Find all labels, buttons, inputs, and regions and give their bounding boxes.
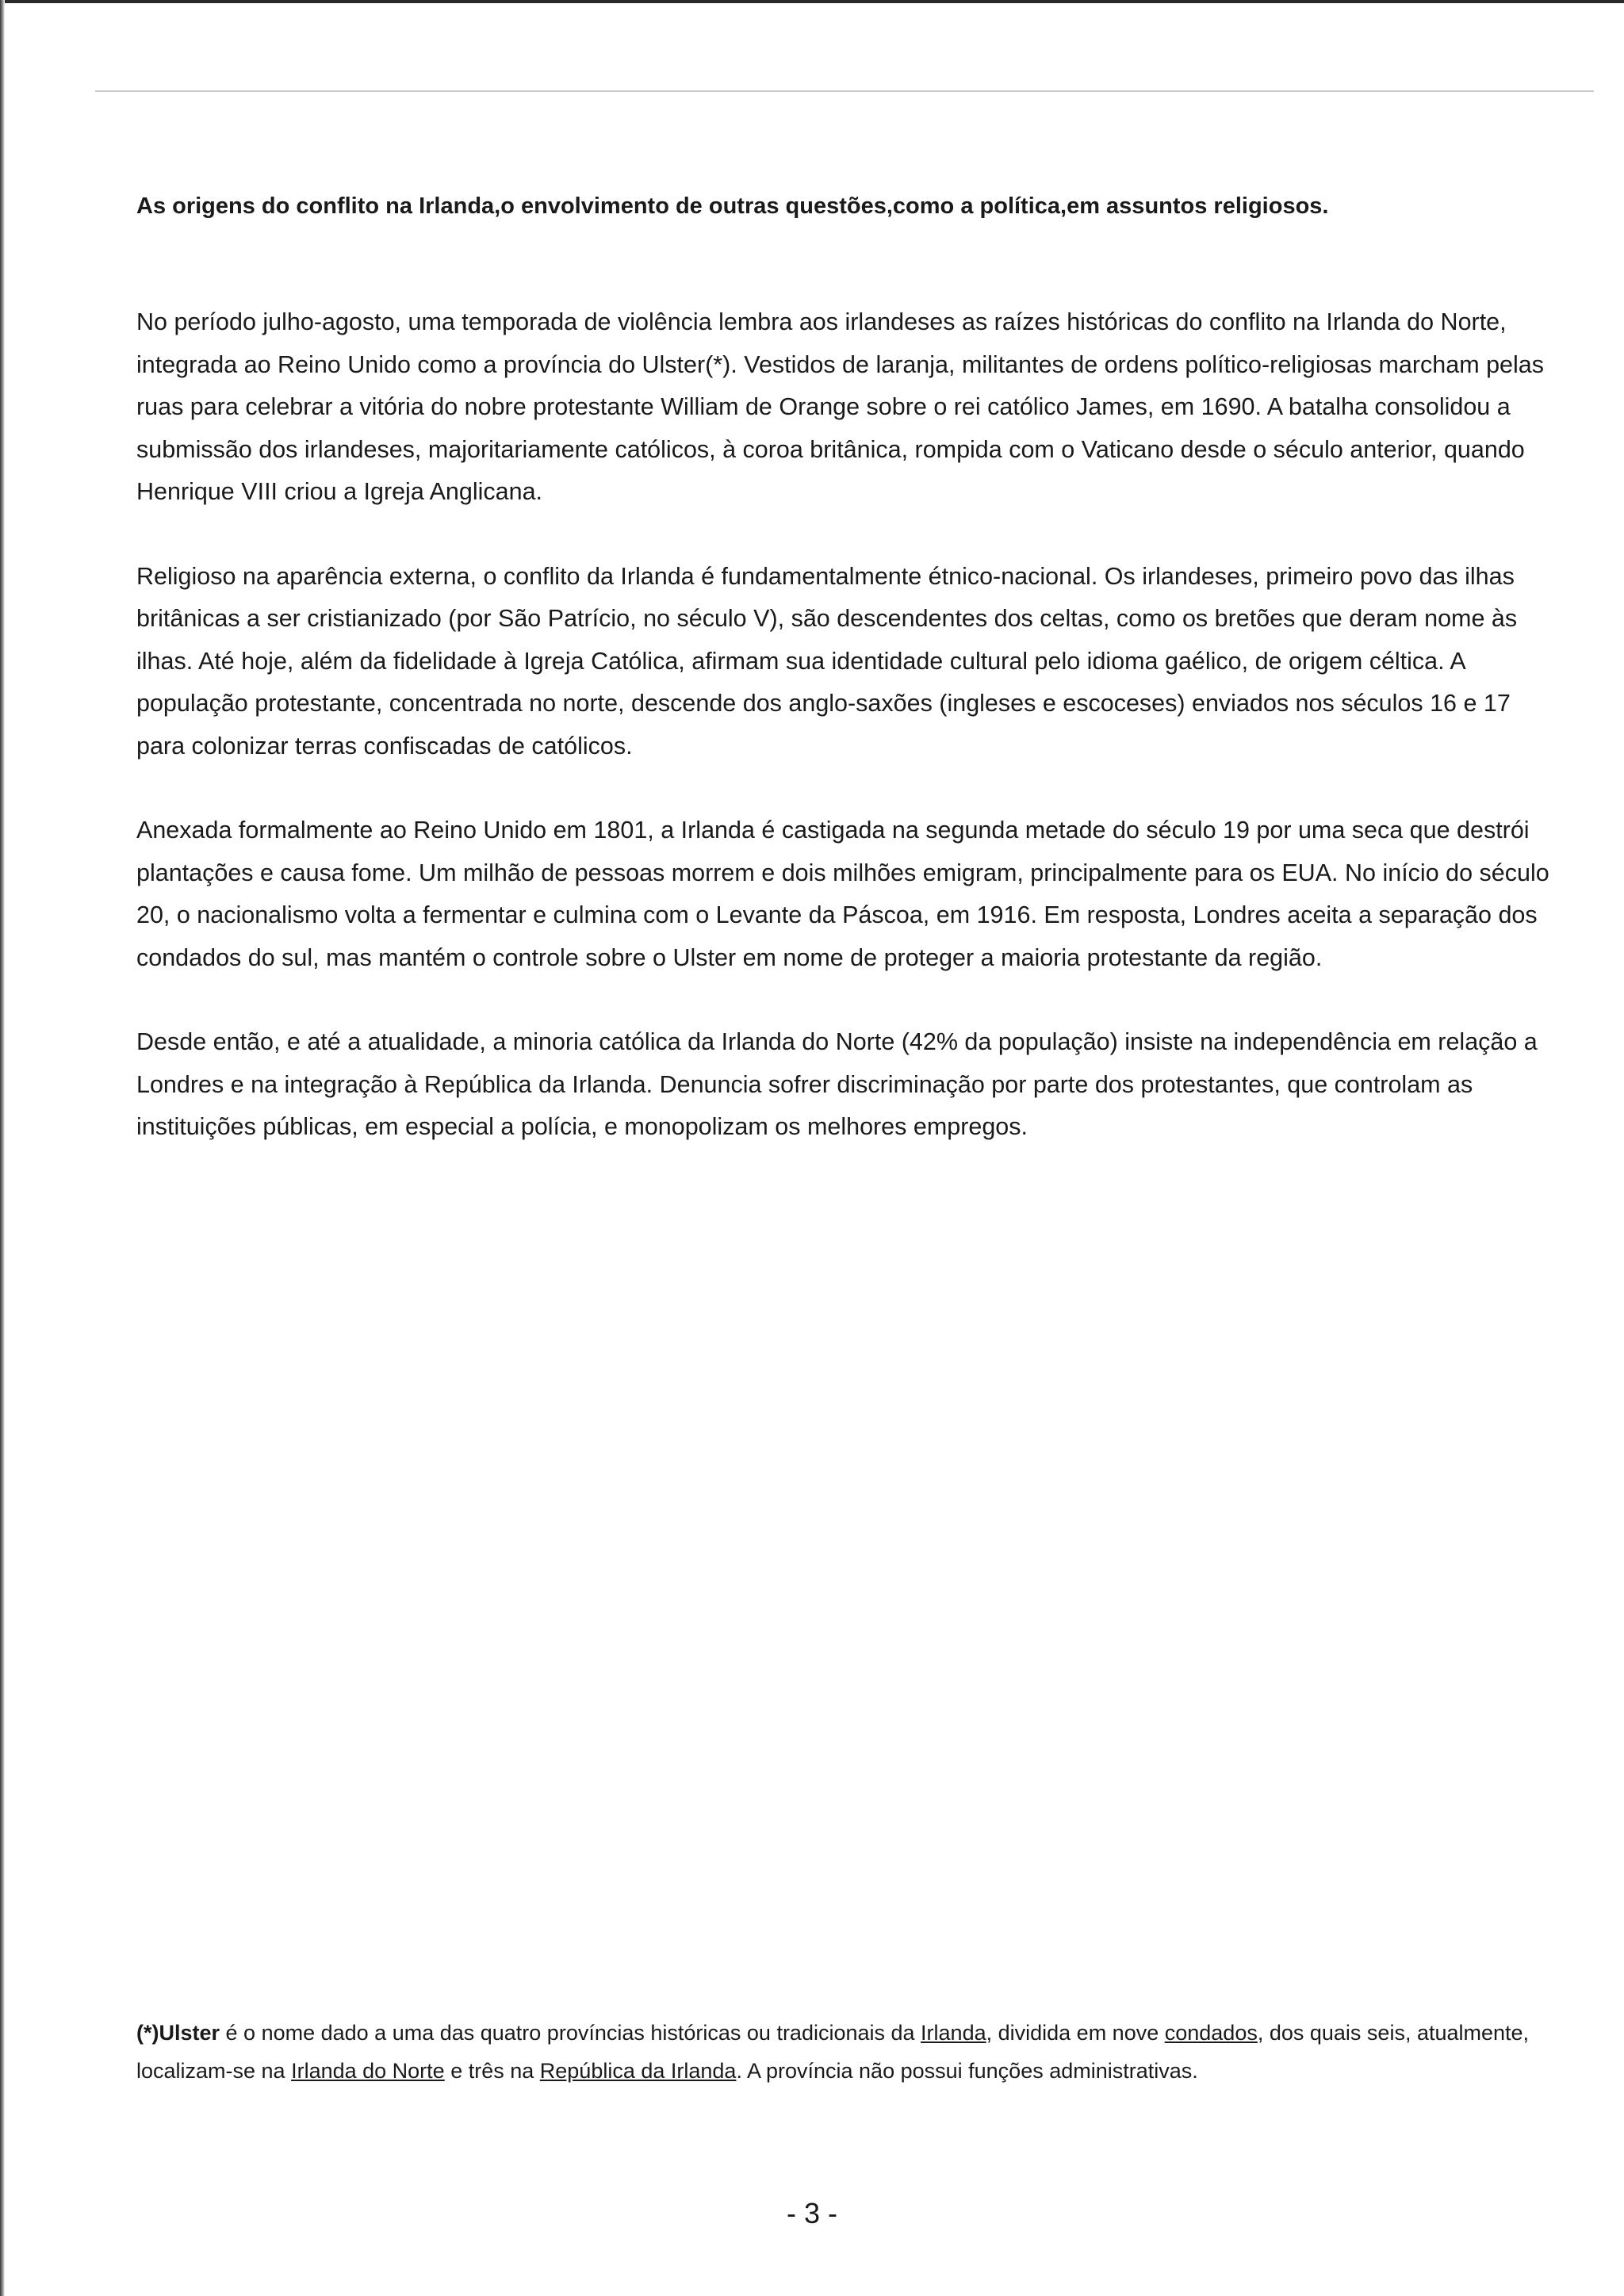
footnote-text: , dos quais seis, atualmente, localizam-se na xyxy=(136,2021,1530,2083)
document-body xyxy=(136,301,1556,1191)
footnote-text: e três na xyxy=(444,2059,540,2083)
footnote-text: , dividida em nove xyxy=(986,2021,1165,2045)
header-rule xyxy=(95,90,1594,92)
footnote-term: (*)Ulster xyxy=(136,2021,220,2045)
scan-edge-left xyxy=(0,0,5,2296)
footnote xyxy=(136,2014,1564,2090)
paragraph-2: Religioso na aparência externa, o conflito da Irlanda é fundamentalmente étnico-nacional. Os irlandeses, primeiro povo das ilhas britânicas a ser cristianizado (por São Patrício, no século V), são descendentes dos celtas, como os bretões que deram nome às ilhas. Até hoje, além da fidelidade à Igreja Católica, afirmam sua identidade cultural pelo idioma gaélico, de origem céltica. A população protestante, concentrada no norte, descende dos anglo-saxões (ingleses e escoceses) enviados nos séculos 16 e 17 para colonizar terras confiscadas de católicos. xyxy=(136,562,1518,760)
footnote-link-irlanda[interactable]: Irlanda xyxy=(921,2021,986,2045)
footnote-link-condados[interactable]: condados xyxy=(1164,2021,1258,2045)
paragraph-4: Desde então, e até a atualidade, a minoria católica da Irlanda do Norte (42% da população) insiste na independência em relação a Londres e na integração à República da Irlanda. Denuncia sofrer discriminação por parte dos protestantes, que controlam as instituições públicas, em especial a polícia, e monopolizam os melhores empregos. xyxy=(136,1028,1538,1140)
scan-edge-top xyxy=(0,0,1624,3)
footnote-text: . A província não possui funções administrativas. xyxy=(736,2059,1198,2083)
page-number: - 3 - xyxy=(786,2197,837,2229)
footnote-text: é o nome dado a uma das quatro províncias históricas ou tradicionais da xyxy=(220,2021,921,2045)
footnote-link-irlanda-do-norte[interactable]: Irlanda do Norte xyxy=(291,2059,445,2083)
paragraph-3: Anexada formalmente ao Reino Unido em 1801, a Irlanda é castigada na segunda metade do século 19 por uma seca que destrói plantações e causa fome. Um milhão de pessoas morrem e dois milhões emigram, principalmente para os EUA. No início do século 20, o nacionalismo volta a fermentar e culmina com o Levante da Páscoa, em 1916. Em resposta, Londres aceita a separação dos condados do sul, mas mantém o controle sobre o Ulster em nome de proteger a maioria protestante da região. xyxy=(136,817,1549,971)
document-title: As origens do conflito na Irlanda,o envolvimento de outras questões,como a política,em assuntos religiosos. xyxy=(136,193,1329,219)
paragraph-1: No período julho-agosto, uma temporada de violência lembra aos irlandeses as raízes históricas do conflito na Irlanda do Norte, integrada ao Reino Unido como a província do Ulster(*). Vestidos de laranja, militantes de ordens político-religiosas marcham pelas ruas para celebrar a vitória do nobre protestante William de Orange sobre o rei católico James, em 1690. A batalha consolidou a submissão dos irlandeses, majoritariamente católicos, à coroa britânica, rompida com o Vaticano desde o século anterior, quando Henrique VIII criou a Igreja Anglicana. xyxy=(136,308,1544,505)
footnote-link-republica-da-irlanda[interactable]: República da Irlanda xyxy=(539,2059,737,2083)
